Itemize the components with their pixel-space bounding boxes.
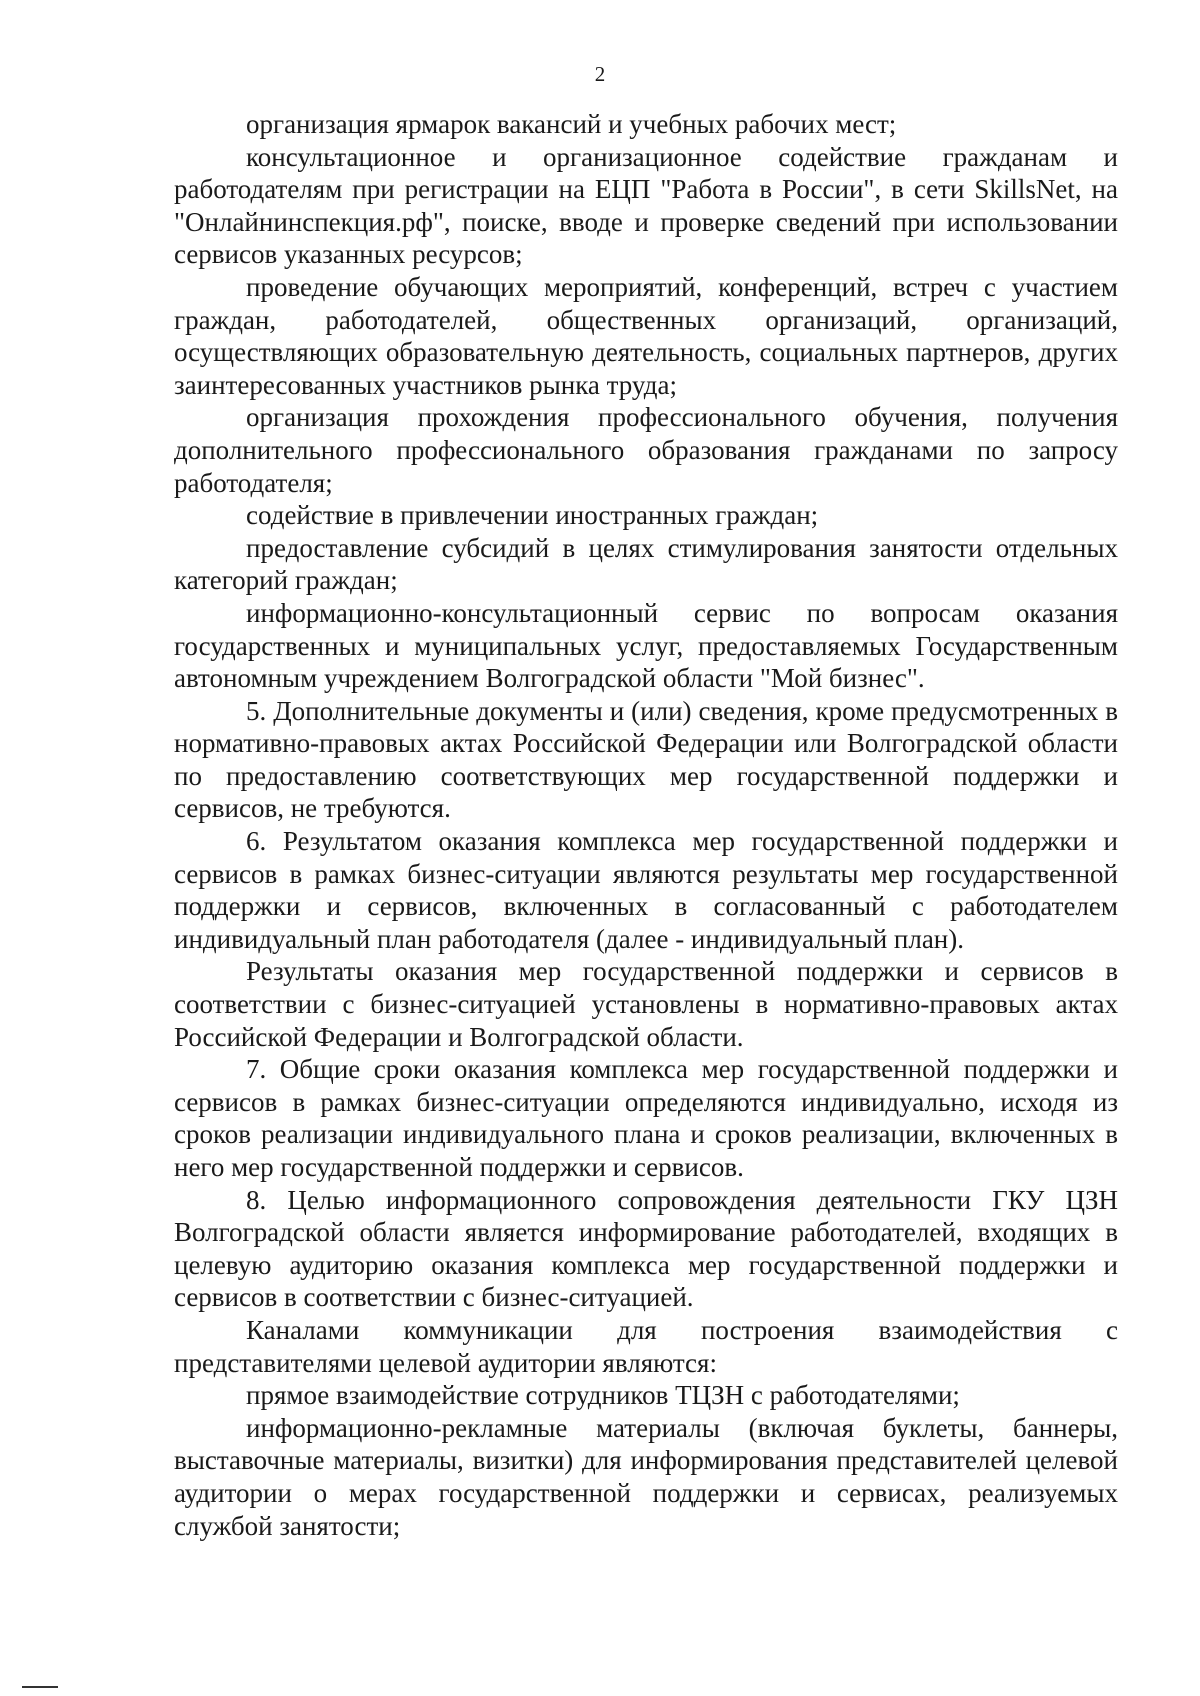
paragraph-foreign-citizens: содействие в привлечении иностранных граждан; <box>246 500 819 531</box>
paragraph-consulting-support: консультационное и организационное содействие гражданам и работодателям при регистрации на ЕЦП "Работа в России", в сети SkillsNet, на "Онлайнинспекция.рф", поиске, вводе и проверке сведений при использовании сервисов указанных ресурсов; <box>174 141 1118 270</box>
paragraph-results: Результаты оказания мер государственной поддержки и сервисов в соответствии с бизнес-ситуацией установлены в нормативно-правовых актах Российской Федерации и Волгоградской области. <box>174 956 1118 1052</box>
paragraph-item-7: 7. Общие сроки оказания комплекса мер государственной поддержки и сервисов в рамках бизнес-ситуации определяются индивидуально, исходя из сроков реализации индивидуального плана и сроков реализации, включенных в него мер государственной поддержки и сервисов. <box>174 1054 1118 1182</box>
page-number: 2 <box>594 62 606 86</box>
paragraph-item-6: 6. Результатом оказания комплекса мер государственной поддержки и сервисов в рамках бизнес-ситуации являются результаты мер государственной поддержки и сервисов, включенных в согласованный с работодателем индивидуальный план работодателя (далее - индивидуальный план). <box>174 826 1118 954</box>
paragraph-item-5: 5. Дополнительные документы и (или) сведения, кроме предусмотренных в нормативно-правовых актах Российской Федерации или Волгоградской области по предоставлению соответствующих мер государственной поддержки и сервисов, не требуются. <box>174 695 1118 824</box>
paragraph-direct-interaction: прямое взаимодействие сотрудников ТЦЗН с работодателями; <box>246 1380 960 1411</box>
paragraph-job-fairs: организация ярмарок вакансий и учебных рабочих мест; <box>246 109 897 139</box>
paragraph-item-8: 8. Целью информационного сопровождения деятельности ГКУ ЦЗН Волгоградской области является информирование работодателей, входящих в целевую аудиторию оказания комплекса мер государственной поддержки и сервисов в соответствии с бизнес-ситуацией. <box>174 1184 1118 1313</box>
document-body <box>174 108 1118 1542</box>
paragraph-promo-materials: информационно-рекламные материалы (включая буклеты, баннеры, выставочные материалы, визитки) для информирования представителей целевой аудитории о мерах государственной поддержки и сервисах, реализуемых службой занятости; <box>174 1412 1118 1541</box>
page-edge-mark <box>22 1686 58 1688</box>
paragraph-channels: Каналами коммуникации для построения взаимодействия с представителями целевой аудитории являются: <box>174 1314 1118 1378</box>
paragraph-subsidies: предоставление субсидий в целях стимулирования занятости отдельных категорий граждан; <box>174 532 1118 596</box>
paragraph-vocational-training: организация прохождения профессионального обучения, получения дополнительного профессионального образования гражданами по запросу работодателя; <box>174 402 1118 498</box>
paragraph-info-service: информационно-консультационный сервис по вопросам оказания государственных и муниципальных услуг, предоставляемых Государственным автономным учреждением Волгоградской области "Мой бизнес". <box>174 597 1118 694</box>
paragraph-training-events: проведение обучающих мероприятий, конференций, встреч с участием граждан, работодателей, общественных организаций, организаций, осуществляющих образовательную деятельность, социальных партнеров, других заинтересованных участников рынка труда; <box>174 271 1118 400</box>
